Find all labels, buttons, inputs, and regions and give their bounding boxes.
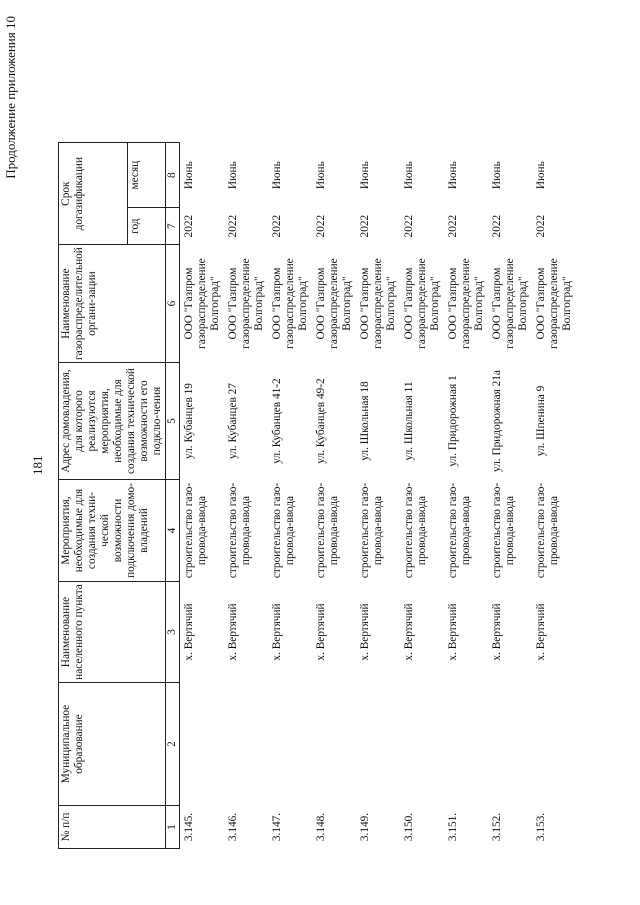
row-settlement: х. Вертячий bbox=[270, 603, 283, 661]
row-month: Июнь bbox=[314, 161, 327, 190]
row-municipality bbox=[312, 683, 356, 806]
row-settlement: х. Вертячий bbox=[314, 603, 327, 661]
row-num: 3.149. bbox=[358, 812, 371, 842]
row-num: 3.147. bbox=[270, 812, 283, 842]
table-row bbox=[312, 143, 356, 849]
page-number: 181 bbox=[30, 455, 45, 475]
header-month: месяц bbox=[127, 143, 165, 208]
row-num: 3.146. bbox=[226, 812, 239, 842]
table-row bbox=[532, 143, 576, 849]
row-measure: строительство газо-провода-ввода bbox=[270, 482, 296, 579]
row-measure: строительство газо-провода-ввода bbox=[314, 482, 340, 579]
row-municipality bbox=[488, 683, 532, 806]
row-num: 3.153. bbox=[534, 812, 547, 842]
col-number: 8 bbox=[166, 143, 180, 208]
row-org: ООО "Газпром газораспределение Волгоград" bbox=[446, 258, 485, 349]
row-year: 2022 bbox=[183, 214, 195, 238]
row-municipality bbox=[400, 683, 444, 806]
table-row bbox=[180, 143, 224, 849]
header-address: Адрес домовладения, для которого реализуются мероприятия, необходимые для создания технической возможности его подклю-чения bbox=[59, 363, 166, 480]
column-numbers-row bbox=[166, 143, 180, 849]
row-month: Июнь bbox=[534, 161, 547, 190]
row-settlement: х. Вертячий bbox=[534, 603, 547, 661]
row-measure: строительство газо-провода-ввода bbox=[183, 482, 208, 579]
row-address: ул. Кубанцев 49-2 bbox=[314, 378, 327, 464]
row-settlement: х. Вертячий bbox=[358, 603, 371, 661]
header-municipality: Муниципальное образование bbox=[59, 683, 166, 806]
row-year: 2022 bbox=[270, 214, 283, 238]
col-number: 2 bbox=[166, 683, 180, 806]
table-row bbox=[224, 143, 268, 849]
col-number: 5 bbox=[166, 363, 180, 480]
row-year: 2022 bbox=[402, 214, 415, 238]
row-month: Июнь bbox=[270, 161, 283, 190]
col-number: 7 bbox=[166, 208, 180, 245]
row-measure: строительство газо-провода-ввода bbox=[402, 482, 428, 579]
table-body bbox=[180, 143, 576, 849]
header-measures: Мероприятия, необходимые для создания техни-ческой возможности подключения домо-владений bbox=[59, 480, 166, 582]
row-month: Июнь bbox=[446, 161, 459, 190]
row-address: ул. Кубанцев 27 bbox=[226, 383, 239, 459]
row-org: ООО "Газпром газораспределение Волгоград" bbox=[534, 258, 573, 349]
row-org: ООО "Газпром газораспределение Волгоград" bbox=[490, 258, 529, 349]
row-org: ООО "Газпром газораспределение Волгоград" bbox=[402, 258, 441, 349]
row-num: 3.150. bbox=[402, 812, 415, 842]
row-month: Июнь bbox=[490, 161, 503, 190]
row-settlement: х. Вертячий bbox=[490, 603, 503, 661]
row-municipality bbox=[180, 683, 224, 806]
table-row bbox=[356, 143, 400, 849]
col-number: 3 bbox=[166, 582, 180, 683]
row-settlement: х. Вертячий bbox=[446, 603, 459, 661]
row-org: ООО "Газпром газораспределение Волгоград" bbox=[314, 258, 353, 349]
header-settlement: Наименование населенного пункта bbox=[59, 582, 166, 683]
table-row bbox=[444, 143, 488, 849]
row-address: ул. Школьная 18 bbox=[358, 381, 371, 461]
row-org: ООО "Газпром газораспределение Волгоград" bbox=[226, 258, 265, 349]
row-num: 3.151. bbox=[446, 812, 459, 842]
row-address: ул. Шпенина 9 bbox=[534, 385, 547, 457]
row-measure: строительство газо-провода-ввода bbox=[534, 482, 560, 579]
table-row bbox=[268, 143, 312, 849]
row-address: ул. Придорожная 21а bbox=[490, 370, 503, 472]
row-address: ул. Придорожная 1 bbox=[446, 375, 459, 467]
row-measure: строительство газо-провода-ввода bbox=[490, 482, 516, 579]
row-org: ООО "Газпром газораспределение Волгоград" bbox=[358, 258, 397, 349]
row-year: 2022 bbox=[490, 214, 503, 238]
row-measure: строительство газо-провода-ввода bbox=[446, 482, 472, 579]
appendix-note: Продолжение приложения 10 bbox=[3, 16, 18, 179]
row-month: Июнь bbox=[358, 161, 371, 190]
row-settlement: х. Вертячий bbox=[183, 603, 195, 661]
row-settlement: х. Вертячий bbox=[226, 603, 239, 661]
row-measure: строительство газо-провода-ввода bbox=[226, 482, 252, 579]
row-org: ООО "Газпром газораспределение Волгоград" bbox=[183, 258, 221, 349]
row-address: ул. Кубанцев 19 bbox=[183, 383, 195, 459]
row-municipality bbox=[224, 683, 268, 806]
header-org: Наименование газораспределительной органи-зации bbox=[59, 245, 166, 363]
row-month: Июнь bbox=[402, 161, 415, 190]
row-municipality bbox=[268, 683, 312, 806]
table-header bbox=[59, 143, 180, 849]
table-row bbox=[400, 143, 444, 849]
row-year: 2022 bbox=[446, 214, 459, 238]
row-month: Июнь bbox=[226, 161, 239, 190]
row-num: 3.152. bbox=[490, 812, 503, 842]
table-row bbox=[488, 143, 532, 849]
gasification-table bbox=[58, 142, 576, 849]
row-month: Июнь bbox=[183, 161, 195, 190]
header-year: год bbox=[127, 208, 165, 245]
row-year: 2022 bbox=[534, 214, 547, 238]
row-municipality bbox=[444, 683, 488, 806]
header-term: Срок догазификации bbox=[59, 143, 128, 245]
row-num: 3.145. bbox=[183, 812, 195, 842]
header-num: № п/п bbox=[59, 806, 166, 849]
row-num: 3.148. bbox=[314, 812, 327, 842]
row-address: ул. Кубанцев 41-2 bbox=[270, 378, 283, 464]
row-settlement: х. Вертячий bbox=[402, 603, 415, 661]
row-address: ул. Школьная 11 bbox=[402, 381, 415, 461]
row-year: 2022 bbox=[226, 214, 239, 238]
col-number: 4 bbox=[166, 480, 180, 582]
row-org: ООО "Газпром газораспределение Волгоград" bbox=[270, 258, 309, 349]
col-number: 1 bbox=[166, 806, 180, 849]
row-year: 2022 bbox=[358, 214, 371, 238]
row-measure: строительство газо-провода-ввода bbox=[358, 482, 384, 579]
row-municipality bbox=[356, 683, 400, 806]
col-number: 6 bbox=[166, 245, 180, 363]
row-year: 2022 bbox=[314, 214, 327, 238]
row-municipality bbox=[532, 683, 576, 806]
